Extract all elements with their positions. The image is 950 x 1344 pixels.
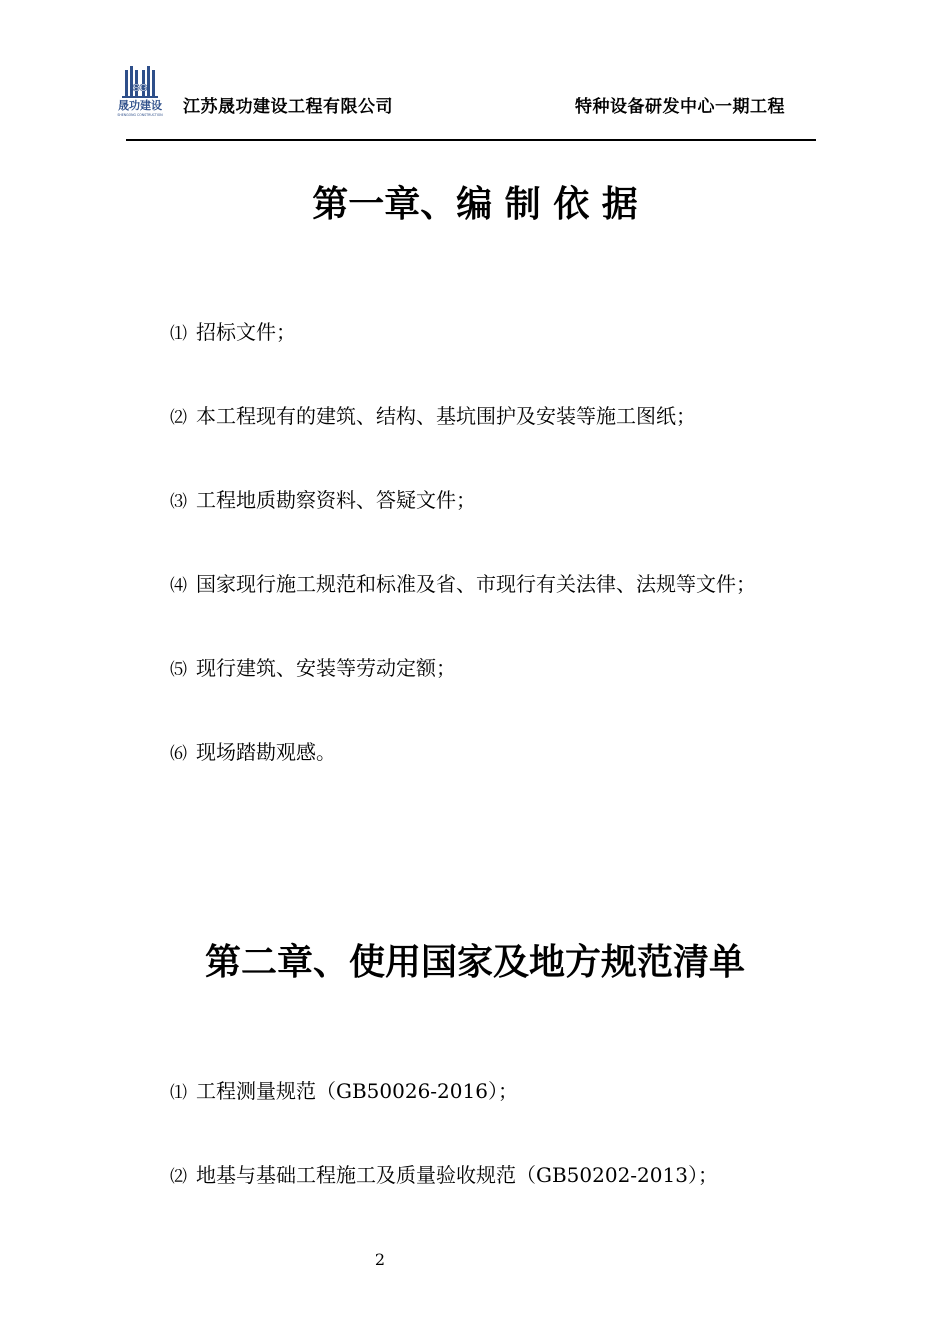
shenggong-logo-icon	[108, 66, 172, 118]
item-number: ⑴	[170, 324, 187, 344]
item-number: ⑷	[170, 576, 187, 596]
item-text: 地基与基础工程施工及质量验收规范（GB50202-2013）；	[196, 1163, 718, 1187]
chapter-1-title: 第一章、编 制 依 据	[312, 183, 638, 225]
item-text: 招标文件；	[196, 320, 296, 344]
item-number: ⑹	[170, 744, 187, 764]
item-text: 国家现行施工规范和标准及省、市现行有关法律、法规等文件；	[196, 572, 756, 596]
item-text: 工程测量规范（GB50026-2016）；	[196, 1079, 518, 1103]
item-number: ⑶	[170, 492, 187, 512]
logo-brand-text: 晟功建设	[118, 99, 162, 112]
chapter-2-title: 第二章、使用国家及地方规范清单	[204, 941, 745, 983]
company-name: 江苏晟功建设工程有限公司	[183, 97, 393, 117]
list-item	[170, 652, 456, 681]
item-number: ⑴	[170, 1083, 187, 1103]
list-item	[170, 568, 756, 597]
page-number: 2	[374, 1250, 386, 1269]
item-number: ⑵	[170, 1167, 187, 1187]
list-item	[170, 400, 696, 429]
list-item	[170, 736, 336, 765]
svg-text:SG: SG	[132, 83, 148, 94]
page-header	[0, 0, 950, 145]
item-number: ⑸	[170, 660, 187, 680]
list-item	[170, 484, 476, 513]
list-item	[170, 1075, 518, 1104]
item-text: 现场踏勘观感。	[196, 740, 336, 764]
list-item	[170, 1159, 718, 1188]
logo-sub-text: SHENGONG CONSTRUCTION	[117, 113, 163, 117]
item-text: 本工程现有的建筑、结构、基坑围护及安装等施工图纸；	[196, 404, 696, 428]
header-divider	[126, 139, 816, 141]
item-text: 工程地质勘察资料、答疑文件；	[196, 488, 476, 512]
item-text: 现行建筑、安装等劳动定额；	[196, 656, 456, 680]
list-item	[170, 316, 296, 345]
item-number: ⑵	[170, 408, 187, 428]
project-name: 特种设备研发中心一期工程	[575, 97, 785, 117]
